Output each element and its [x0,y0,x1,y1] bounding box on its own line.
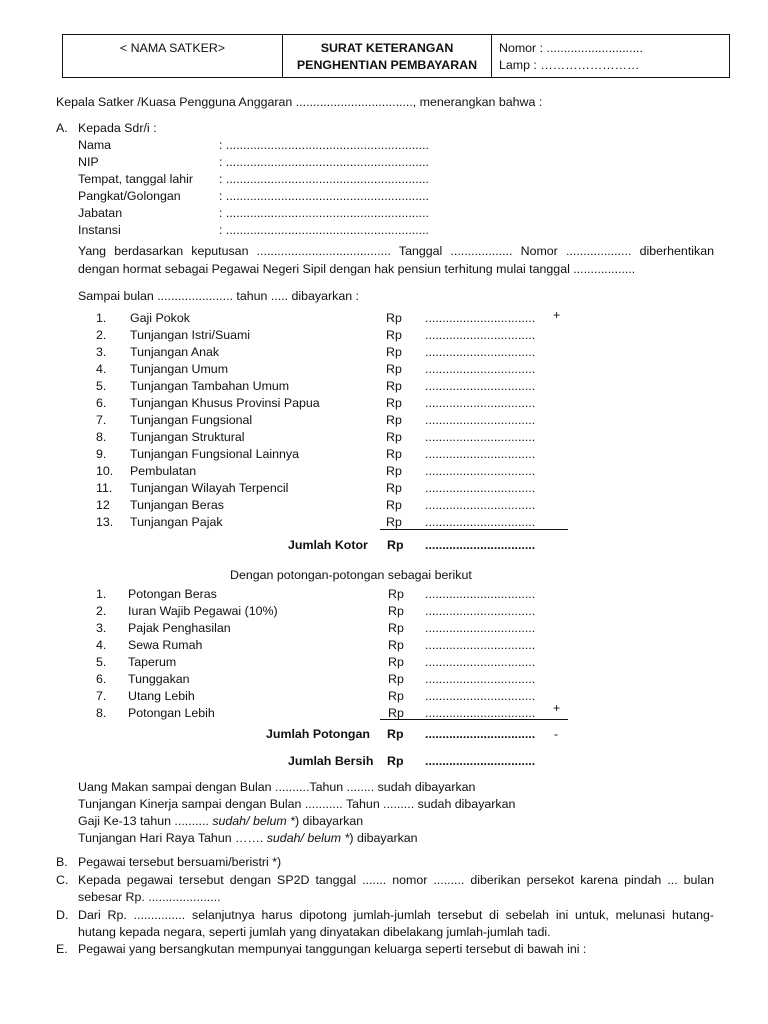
payment-amount: ................................ [425,430,536,444]
deduction-amount: ................................ [425,655,536,669]
intro-text: Kepala Satker /Kuasa Pengguna Anggaran .................................., menerangkan bahwa : [56,95,543,109]
payment-label: Tunjangan Fungsional Lainnya [130,447,300,461]
decision-para-line1: Yang berdasarkan keputusan ....................................... Tanggal .................. Nomor ................... diberhentikan [78,244,714,258]
deduction-amount: ................................ [425,587,536,601]
section-d-letter: D. [56,908,69,922]
deduction-number: 1. [96,587,107,601]
payment-amount: ................................ [425,498,536,512]
payment-rp: Rp [386,430,402,444]
payment-rp: Rp [386,464,402,478]
number-cell [493,35,729,77]
gaji-13-note: Gaji Ke-13 tahun .......... sudah/ belum *) dibayarkan [78,814,364,828]
deduction-number: 7. [96,689,107,703]
deduction-label: Utang Lebih [128,689,195,703]
plus-sign: + [553,701,561,715]
deduction-amount: ................................ [425,672,536,686]
section-d-line2: hutang kepada negara, seperti jumlah yang dinyatakan dibelakang jumlah-jumlah tadi. [78,925,551,939]
jumlah-bersih-label: Jumlah Bersih [288,754,374,768]
jumlah-potongan-value: ................................ [425,727,536,741]
deduction-amount: ................................ [425,689,536,703]
deduction-label: Taperum [128,655,177,669]
deduction-rp: Rp [388,689,404,703]
payment-label: Tunjangan Beras [130,498,224,512]
deduction-label: Potongan Beras [128,587,217,601]
deduction-rp: Rp [388,587,404,601]
deduction-number: 8. [96,706,107,720]
field-value: : ........................................................... [219,189,429,203]
deduction-number: 4. [96,638,107,652]
satker-cell [63,35,283,77]
payment-number: 4. [96,362,107,376]
deduction-number: 5. [96,655,107,669]
payment-number: 1. [96,311,107,325]
section-a-letter: A. [56,121,68,135]
field-label: NIP [78,155,99,169]
payment-label: Tunjangan Pajak [130,515,223,529]
payment-label: Tunjangan Istri/Suami [130,328,251,342]
lamp-field: Lamp : …………………… [499,58,640,72]
jumlah-bersih-value: ................................ [425,754,536,768]
payment-label: Tunjangan Tambahan Umum [130,379,290,393]
payment-rp: Rp [386,498,402,512]
payment-rp: Rp [386,345,402,359]
payment-number: 10. [96,464,114,478]
plus-sign: + [553,308,561,322]
doc-title-line2: PENGHENTIAN PEMBAYARAN [296,58,478,72]
jumlah-bersih-rp: Rp [387,754,404,768]
field-value: : ........................................................... [219,206,429,220]
deduction-number: 2. [96,604,107,618]
jumlah-potongan-rp: Rp [387,727,404,741]
payment-amount: ................................ [425,328,536,342]
field-value: : ........................................................... [219,138,429,152]
payment-number: 12 [96,498,110,512]
payment-amount: ................................ [425,447,536,461]
payment-rp: Rp [386,379,402,393]
potongan-intro: Dengan potongan-potongan sebagai berikut [230,568,472,582]
payment-number: 6. [96,396,107,410]
payment-amount: ................................ [425,345,536,359]
payment-period: Sampai bulan ...................... tahun ..... dibayarkan : [78,289,359,303]
thr-note: Tunjangan Hari Raya Tahun ……. sudah/ belum *) dibayarkan [78,831,418,845]
payment-amount: ................................ [425,413,536,427]
header-table [62,34,730,78]
section-c-line1: Kepada pegawai tersebut dengan SP2D tanggal ....... nomor ......... diberikan persekot karena pindah ... bulan [78,873,714,887]
nomor-field: Nomor : ............................ [499,41,643,55]
field-value: : ........................................................... [219,172,429,186]
payment-label: Tunjangan Khusus Provinsi Papua [130,396,320,410]
tunjangan-kinerja-note: Tunjangan Kinerja sampai dengan Bulan ........... Tahun ......... sudah dibayarkan [78,797,516,811]
payment-amount: ................................ [425,396,536,410]
jumlah-kotor-label: Jumlah Kotor [288,538,368,552]
sum-line-kotor [380,529,568,530]
payment-number: 7. [96,413,107,427]
payment-number: 11. [96,481,113,495]
payment-label: Gaji Pokok [130,311,190,325]
field-value: : ........................................................... [219,223,429,237]
section-c-letter: C. [56,873,69,887]
jumlah-potongan-label: Jumlah Potongan [266,727,370,741]
payment-label: Pembulatan [130,464,197,478]
deduction-amount: ................................ [425,621,536,635]
payment-amount: ................................ [425,379,536,393]
payment-label: Tunjangan Fungsional [130,413,253,427]
deduction-label: Potongan Lebih [128,706,215,720]
payment-rp: Rp [386,396,402,410]
payment-label: Tunjangan Umum [130,362,229,376]
payment-amount: ................................ [425,362,536,376]
field-label: Instansi [78,223,121,237]
payment-amount: ................................ [425,311,536,325]
field-label: Nama [78,138,112,152]
field-label: Pangkat/Golongan [78,189,181,203]
payment-amount: ................................ [425,515,536,529]
deduction-amount: ................................ [425,638,536,652]
payment-number: 8. [96,430,107,444]
title-cell [283,35,492,77]
payment-label: Tunjangan Wilayah Terpencil [130,481,289,495]
payment-number: 2. [96,328,107,342]
payment-rp: Rp [386,447,402,461]
payment-rp: Rp [386,328,402,342]
deduction-number: 3. [96,621,107,635]
uang-makan-note: Uang Makan sampai dengan Bulan ..........Tahun ........ sudah dibayarkan [78,780,476,794]
deduction-number: 6. [96,672,107,686]
payment-number: 9. [96,447,107,461]
deduction-label: Pajak Penghasilan [128,621,231,635]
section-b-text: Pegawai tersebut bersuami/beristri *) [78,855,282,869]
satker-name: < NAMA SATKER> [119,41,226,55]
deduction-rp: Rp [388,621,404,635]
doc-title-line1: SURAT KETERANGAN [320,41,454,55]
section-b-letter: B. [56,855,68,869]
field-label: Tempat, tanggal lahir [78,172,194,186]
payment-number: 13. [96,515,114,529]
deduction-label: Sewa Rumah [128,638,203,652]
section-c-line2: sebesar Rp. ..................... [78,890,221,904]
payment-number: 5. [96,379,107,393]
section-e-text: Pegawai yang bersangkutan mempunyai tanggungan keluarga seperti tersebut di bawah ini : [78,942,587,956]
jumlah-kotor-rp: Rp [387,538,404,552]
deduction-label: Iuran Wajib Pegawai (10%) [128,604,278,618]
sum-line-potongan [380,719,568,720]
deduction-rp: Rp [388,638,404,652]
payment-rp: Rp [386,311,402,325]
deduction-rp: Rp [388,706,404,720]
jumlah-kotor-value: ................................ [425,538,536,552]
deduction-amount: ................................ [425,706,536,720]
payment-amount: ................................ [425,464,536,478]
deduction-label: Tunggakan [128,672,190,686]
field-label: Jabatan [78,206,123,220]
field-value: : ........................................................... [219,155,429,169]
payment-rp: Rp [386,362,402,376]
payment-amount: ................................ [425,481,536,495]
payment-rp: Rp [386,481,402,495]
minus-sign: - [554,727,559,741]
payment-rp: Rp [386,413,402,427]
payment-rp: Rp [386,515,402,529]
decision-para-line2: dengan hormat sebagai Pegawai Negeri Sipil dengan hak pensiun terhitung mulai tanggal .................. [78,262,636,276]
payment-number: 3. [96,345,107,359]
payment-label: Tunjangan Struktural [130,430,245,444]
deduction-rp: Rp [388,604,404,618]
deduction-rp: Rp [388,655,404,669]
section-a-heading: Kepada Sdr/i : [78,121,157,135]
payment-label: Tunjangan Anak [130,345,220,359]
deduction-amount: ................................ [425,604,536,618]
section-e-letter: E. [56,942,68,956]
deduction-rp: Rp [388,672,404,686]
section-d-line1: Dari Rp. ............... selanjutnya harus dipotong jumlah-jumlah tersebut di sebelah ini untuk, melunasi hutang- [78,908,714,922]
